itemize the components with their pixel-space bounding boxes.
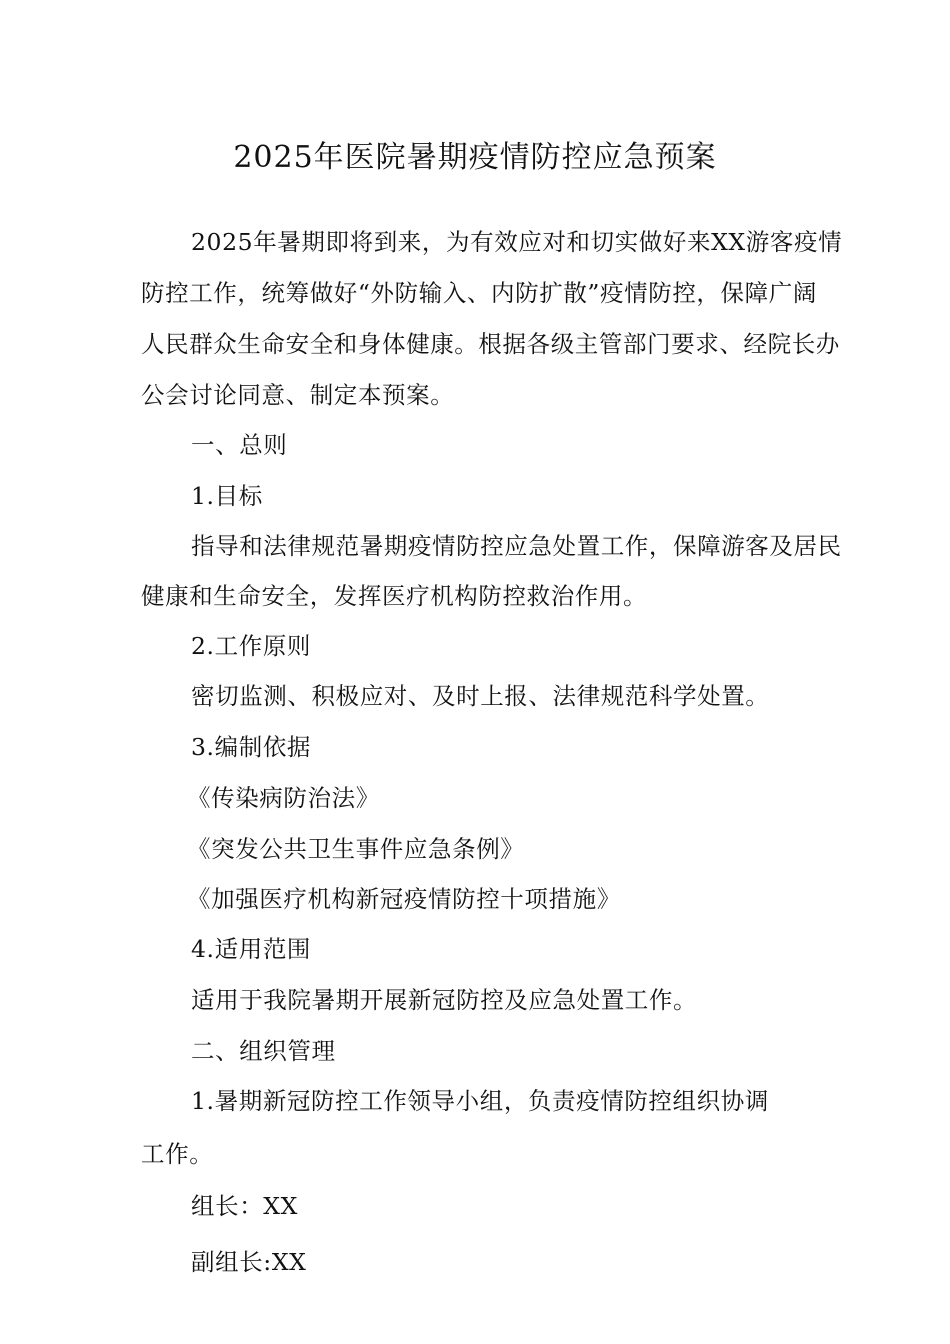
deputy-leader-line: 副组长:XX [191,1248,307,1276]
item-heading-principles: 2.工作原则 [191,632,312,660]
reference-item: 《突发公共卫生事件应急条例》 [187,835,525,863]
leader-line: 组长：XX [191,1192,298,1220]
reference-item: 《传染病防治法》 [187,784,380,812]
item-heading-scope: 4.适用范围 [191,935,312,963]
reference-item: 《加强医疗机构新冠疫情防控十项措施》 [187,885,621,913]
document-title: 2025年医院暑期疫情防控应急预案 [233,140,717,175]
scope-text: 适用于我院暑期开展新冠防控及应急处置工作。 [191,986,698,1014]
section-heading-organization: 二、组织管理 [191,1037,336,1065]
intro-line-4: 公会讨论同意、制定本预案。 [141,381,455,409]
goal-line-1: 指导和法律规范暑期疫情防控应急处置工作，保障游客及居民 [191,532,842,560]
section-heading-general: 一、总则 [191,431,288,459]
intro-line-3: 人民群众生命安全和身体健康。根据各级主管部门要求、经院长办 [141,330,840,358]
org-item-line-2: 工作。 [141,1140,214,1168]
principles-text: 密切监测、积极应对、及时上报、法律规范科学处置。 [191,682,770,710]
item-heading-goal: 1.目标 [191,482,263,510]
intro-line-1: 2025年暑期即将到来，为有效应对和切实做好来XX游客疫情 [191,228,843,256]
item-heading-basis: 3.编制依据 [191,733,312,761]
goal-line-2: 健康和生命安全，发挥医疗机构防控救治作用。 [141,582,648,610]
org-item-line-1: 1.暑期新冠防控工作领导小组，负责疫情防控组织协调 [191,1087,769,1115]
intro-line-2: 防控工作，统筹做好“外防输入、内防扩散”疫情防控，保障广阔 [141,279,817,307]
